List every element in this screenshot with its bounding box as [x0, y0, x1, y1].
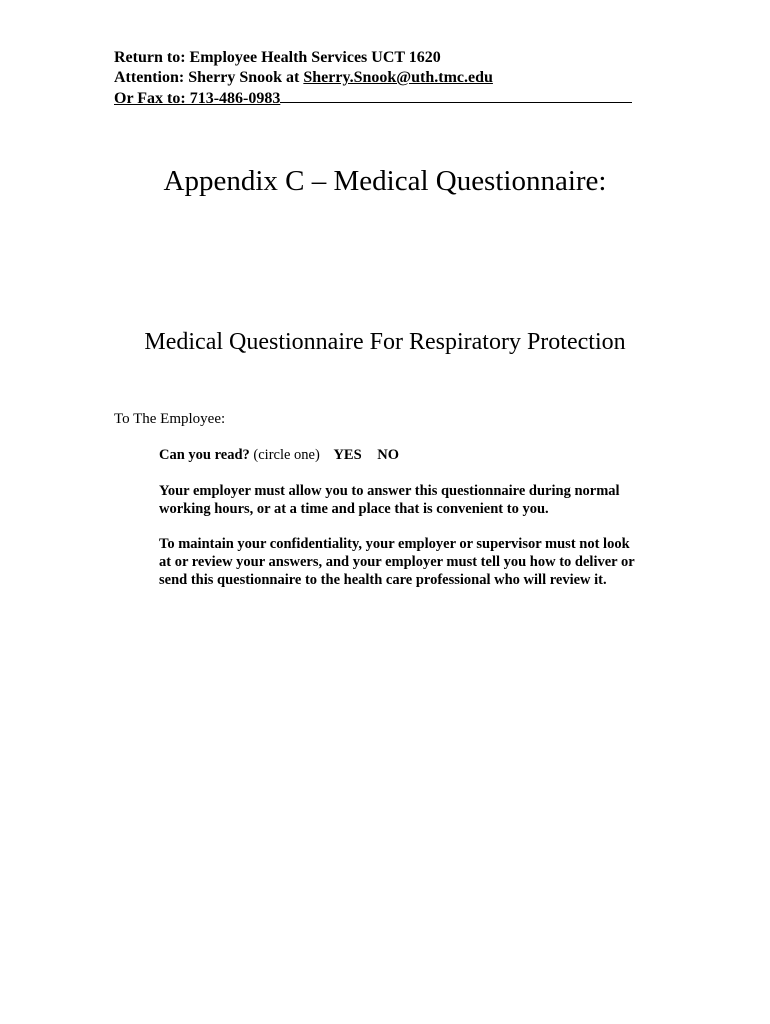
- working-hours-paragraph: [159, 482, 664, 518]
- paragraph-line: at or review your answers, and your employer must tell you how to deliver or: [159, 554, 635, 570]
- fax-line: [114, 88, 654, 109]
- confidentiality-paragraph: [159, 535, 664, 589]
- paragraph-line: Your employer must allow you to answer this questionnaire during normal: [159, 483, 620, 499]
- questionnaire-title: Medical Questionnaire For Respiratory Protection: [144, 329, 626, 355]
- yes-option[interactable]: YES: [333, 447, 362, 463]
- read-question-text: Can you read?: [159, 447, 250, 463]
- fax-underline-fill: [280, 88, 632, 103]
- contact-email-link[interactable]: Sherry.Snook@uth.tmc.edu: [303, 69, 493, 86]
- paragraph-line: send this questionnaire to the health care professional who will review it.: [159, 572, 607, 588]
- no-option[interactable]: NO: [377, 447, 400, 463]
- fax-number: Or Fax to: 713-486-0983: [114, 90, 281, 107]
- paragraph-line: working hours, or at a time and place that is convenient to you.: [159, 501, 549, 517]
- attention-prefix: Attention: Sherry Snook at: [114, 69, 304, 86]
- appendix-title: Appendix C – Medical Questionnaire:: [163, 165, 607, 197]
- can-you-read-question: [159, 446, 664, 464]
- circle-one-instruction: (circle one): [253, 447, 320, 463]
- attention-line: [114, 68, 654, 88]
- return-to-line: Return to: Employee Health Services UCT 1620: [114, 49, 441, 66]
- return-address-header: [114, 48, 654, 109]
- paragraph-line: To maintain your confidentiality, your employer or supervisor must not look: [159, 536, 630, 552]
- salutation: To The Employee:: [114, 411, 226, 427]
